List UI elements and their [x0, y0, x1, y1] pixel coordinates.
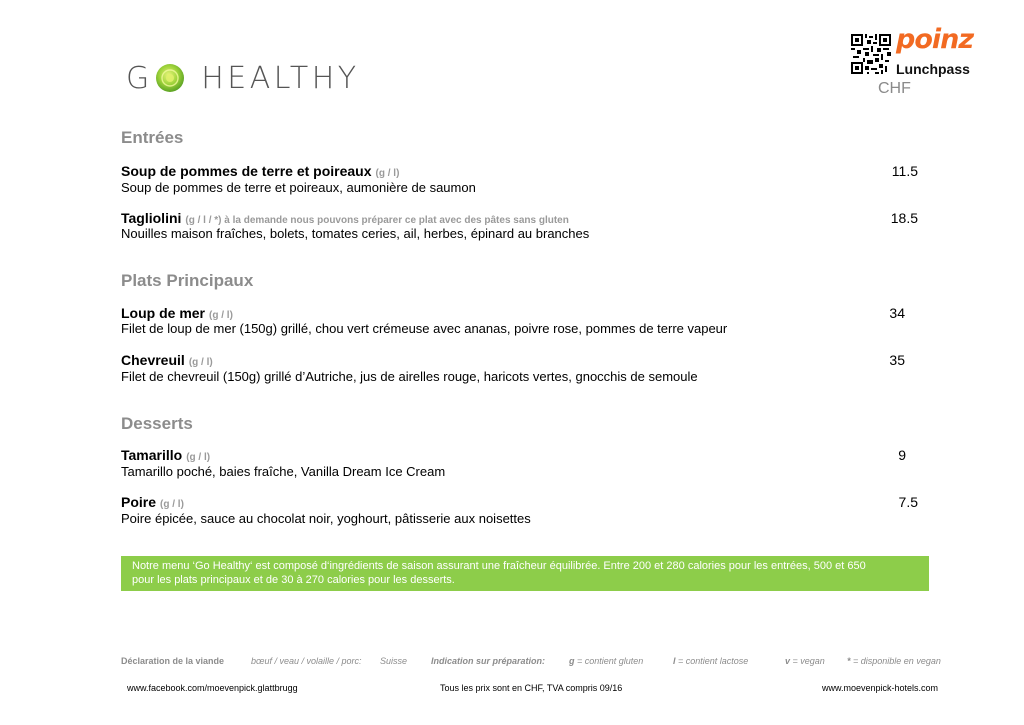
legend-gluten: [569, 656, 643, 666]
facebook-link[interactable]: www.facebook.com/moevenpick.glattbrugg: [127, 683, 298, 693]
calorie-note-line-2: pour les plats principaux et de 30 à 270 calories pour les desserts.: [132, 574, 455, 586]
dish-name: [121, 305, 233, 321]
dish-price: 7.5: [898, 494, 918, 510]
legend-lactose: [673, 656, 748, 666]
dish-price: 35: [889, 352, 905, 368]
section-title-entrees: Entrées: [121, 128, 184, 147]
legend-text: = disponible en vegan: [850, 656, 941, 666]
prices-note: Tous les prix sont en CHF, TVA compris 09/16: [440, 683, 623, 693]
dish-price: 9: [898, 447, 906, 463]
dish-price: 11.5: [891, 163, 918, 179]
section-title-plats-principaux: Plats Principaux: [121, 271, 254, 290]
legend-key: g: [569, 656, 575, 666]
green-sphere-icon: [155, 63, 185, 93]
dish-description: Filet de loup de mer (150g) grillé, chou vert crémeuse avec ananas, poivre rose, pommes de terre vapeur: [121, 321, 728, 336]
lunchpass-label: Lunchpass: [896, 61, 970, 77]
go-healthy-logo: [126, 58, 360, 98]
dish-name: [121, 494, 184, 510]
dish-name: [121, 447, 210, 463]
legend-text: = contient lactose: [675, 656, 749, 666]
meat-declaration-label: Déclaration de la viande: [121, 656, 225, 666]
dish-tags: (g / l): [160, 499, 184, 510]
legend-text: = contient gluten: [574, 656, 644, 666]
legend-key: *: [847, 656, 851, 666]
calorie-note-line-1: Notre menu ‘Go Healthy‘ est composé d‘ingrédients de saison assurant une fraîcheur équilibrée. Entre 200 et 280 calories pour les entrées, 500 et 650: [132, 560, 866, 572]
meat-types: bœuf / veau / volaille / porc:: [251, 656, 362, 666]
dish-price: 18.5: [890, 210, 918, 226]
dish-name: [121, 352, 213, 368]
dish-title: Soup de pommes de terre et poireaux: [121, 163, 372, 179]
legend-key: v: [785, 656, 791, 666]
dish-title: Tagliolini: [121, 210, 182, 226]
dish-description: Soup de pommes de terre et poireaux, aumonière de saumon: [121, 180, 476, 195]
dish-name: [121, 210, 569, 226]
calorie-note: [121, 556, 929, 591]
dish-tags: (g / l): [375, 168, 400, 179]
dish-title: Loup de mer: [121, 305, 206, 321]
dish-description: Nouilles maison fraîches, bolets, tomates ceries, ail, herbes, épinard au branches: [121, 226, 590, 241]
legend-text: = vegan: [790, 656, 825, 666]
qr-code-icon: [851, 34, 891, 74]
dish-tags: (g / l / *) à la demande nous pouvons préparer ce plat avec des pâtes sans gluten: [185, 215, 569, 226]
dish-description: Filet de chevreuil (150g) grillé d’Autriche, jus de airelles rouge, haricots vertes, gnocchis de semoule: [121, 369, 698, 384]
dish-tags: (g / l): [188, 357, 213, 368]
meat-origin: Suisse: [380, 656, 408, 666]
legend-vegan-available: [847, 656, 941, 666]
dish-tags: (g / l): [186, 452, 211, 463]
dish-name: [121, 163, 399, 179]
dish-description: Poire épicée, sauce au chocolat noir, yoghourt, pâtisserie aux noisettes: [121, 511, 531, 526]
section-title-desserts: Desserts: [121, 414, 193, 433]
dish-tags: (g / l): [209, 310, 233, 321]
legend-vegan: [785, 656, 825, 666]
dish-title: Chevreuil: [121, 352, 185, 368]
dish-title: Poire: [121, 494, 157, 510]
website-link[interactable]: www.moevenpick-hotels.com: [822, 683, 939, 693]
preparation-label: Indication sur préparation:: [431, 656, 546, 666]
dish-description: Tamarillo poché, baies fraîche, Vanilla Dream Ice Cream: [121, 464, 446, 479]
poinz-logo: poinz: [896, 24, 974, 55]
dish-price: 34: [889, 305, 905, 321]
dish-title: Tamarillo: [121, 447, 183, 463]
logo-healthy-text: HEALTHY: [201, 60, 360, 96]
logo-go-text: G: [126, 60, 153, 96]
legend-key: l: [673, 656, 676, 666]
currency-header: CHF: [878, 80, 911, 97]
